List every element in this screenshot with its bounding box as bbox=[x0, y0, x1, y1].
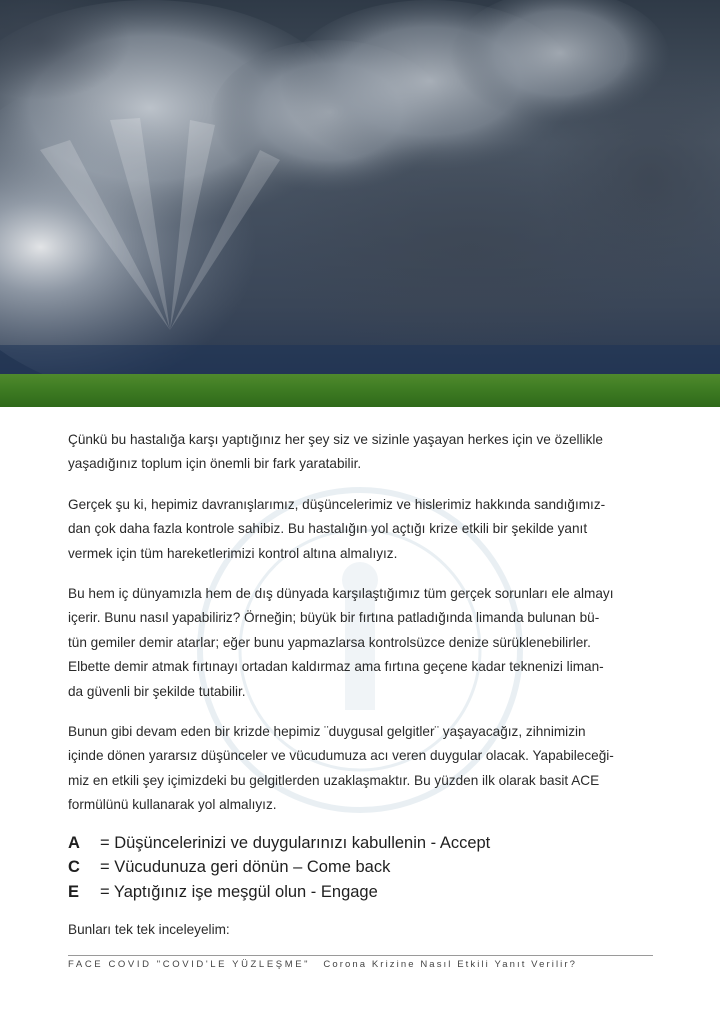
text-line: içinde dönen yararsız düşünceler ve vücudumuza acı veren duygular olacak. Yapabileceği- bbox=[68, 748, 614, 764]
text-line: yaşadığınız toplum için önemli bir fark yaratabilir. bbox=[68, 456, 362, 472]
text-line: Çünkü bu hastalığa karşı yaptığınız her şey siz ve sizinle yaşayan herkes için ve özellikle bbox=[68, 432, 603, 447]
ace-letter: A bbox=[68, 833, 80, 852]
text-line: Elbette demir atmak fırtınayı ortadan kaldırmaz ama fırtına geçene kadar teknenizi liman- bbox=[68, 659, 604, 675]
paragraph-4 bbox=[68, 720, 654, 818]
text-line: Bu hem iç dünyamızla hem de dış dünyada karşılaştığımız tüm gerçek sorunları ele almayı bbox=[68, 586, 614, 602]
ace-letter: E bbox=[68, 882, 80, 901]
ace-description: = Yaptığınız işe meşgül olun - Engage bbox=[100, 882, 378, 901]
ace-item-come-back bbox=[68, 858, 654, 883]
closing-line: Bunları tek tek inceleyelim: bbox=[68, 922, 230, 937]
ace-description: = Vücudunuza geri dönün – Come back bbox=[100, 858, 391, 877]
ace-description: = Düşüncelerinizi ve duygularınızı kabullenin - Accept bbox=[100, 833, 491, 852]
text-line: içerir. Bunu nasıl yapabiliriz? Örneğin; büyük bir fırtına patladığında limanda bulunan bü- bbox=[68, 610, 600, 626]
text-line: formülünü kullanarak yol almalıyız. bbox=[68, 797, 277, 813]
ace-formula-list bbox=[68, 834, 654, 908]
text-line: tün gemiler demir atarlar; eğer bunu yapmazlarsa kontrolsüzce denize sürüklenebilirler. bbox=[68, 634, 591, 650]
text-line: vermek için tüm hareketlerimizi kontrol altına almalıyız. bbox=[68, 545, 398, 561]
ace-letter: C bbox=[68, 858, 80, 877]
text-line: dan çok daha fazla kontrole sahibiz. Bu hastalığın yol açtığı krize etkili bir şekilde yanıt bbox=[68, 521, 588, 537]
ace-item-engage bbox=[68, 883, 654, 908]
text-line: da güvenli bir şekilde tutabilir. bbox=[68, 683, 246, 699]
text-line: Bunun gibi devam eden bir krizde hepimiz ¨duygusal gelgitler¨ yaşayacağız, zihnimizin bbox=[68, 724, 586, 740]
body-text bbox=[68, 428, 654, 907]
paragraph-3 bbox=[68, 582, 654, 704]
ace-item-accept bbox=[68, 834, 654, 859]
page-footer bbox=[68, 959, 658, 970]
text-line: Gerçek şu ki, hepimiz davranışlarımız, düşüncelerimiz ve hislerimiz hakkında sandığımız- bbox=[68, 496, 606, 512]
text-line: miz en etkili şey içimizdeki bu gelgitlerden uzaklaşmaktır. Bu yüzden ilk olarak basit ACE bbox=[68, 772, 600, 788]
footer-title: FACE COVID "COVID'LE YÜZLEŞME" bbox=[68, 959, 311, 970]
footer-subtitle: Corona Krizine Nasıl Etkili Yanıt Verilir? bbox=[323, 959, 578, 970]
footer-divider bbox=[68, 955, 653, 956]
paragraph-2 bbox=[68, 493, 654, 566]
paragraph-1 bbox=[68, 428, 654, 477]
hero-storm-image bbox=[0, 0, 720, 407]
